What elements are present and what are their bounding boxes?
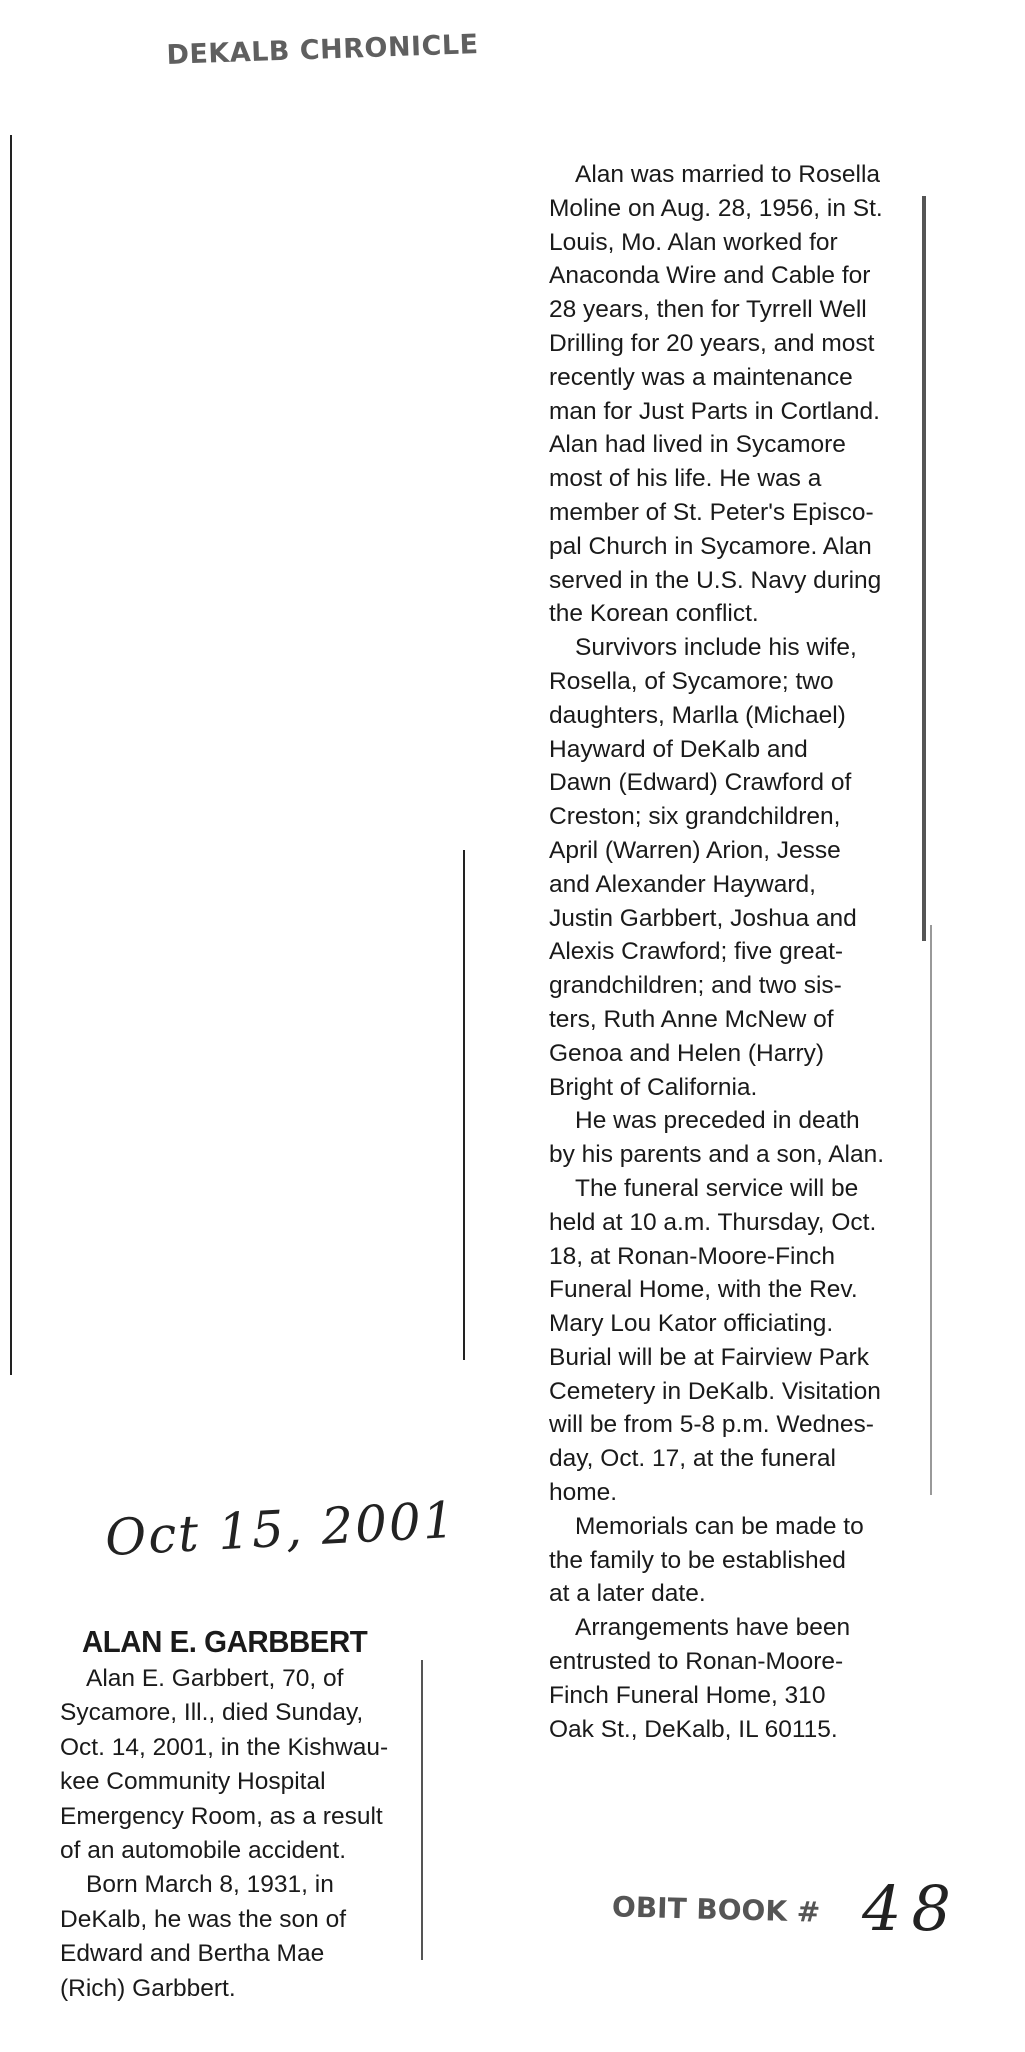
- text-line: by his parents and a son, Alan.: [549, 1141, 885, 1169]
- masthead-stamp: DEKALB CHRONICLE: [166, 29, 480, 71]
- text-line: The funeral service will be: [575, 1174, 859, 1202]
- text-line: member of St. Peter's Episco-: [549, 498, 874, 526]
- column-rule-upper: [463, 850, 465, 1360]
- text-line: Alexis Crawford; five great-: [549, 938, 844, 966]
- text-line: Mary Lou Kator officiating.: [549, 1310, 834, 1338]
- text-line: man for Just Parts in Cortland.: [549, 397, 880, 425]
- text-line: (Rich) Garbbert.: [60, 1974, 236, 2002]
- text-line: Oct. 14, 2001, in the Kishwau-: [60, 1733, 389, 1761]
- text-line: Alan was married to Rosella: [575, 161, 881, 188]
- text-line: pal Church in Sycamore. Alan: [549, 532, 872, 560]
- text-line: 28 years, then for Tyrrell Well: [549, 296, 867, 324]
- text-line: the Korean conflict.: [549, 600, 759, 628]
- obituary-left-column: [60, 1662, 388, 2006]
- column-rule-lower: [421, 1660, 423, 1960]
- text-line: day, Oct. 17, at the funeral: [549, 1445, 836, 1473]
- text-line: Dawn (Edward) Crawford of: [549, 769, 852, 797]
- text-line: kee Community Hospital: [60, 1768, 326, 1796]
- text-line: Louis, Mo. Alan worked for: [549, 228, 838, 256]
- text-line: ters, Ruth Anne McNew of: [549, 1005, 834, 1033]
- text-line: Bright of California.: [549, 1073, 758, 1101]
- obituary-right-column: [549, 158, 884, 1746]
- text-line: Hayward of DeKalb and: [549, 735, 808, 763]
- text-line: Funeral Home, with the Rev.: [549, 1276, 858, 1304]
- text-line: 18, at Ronan-Moore-Finch: [549, 1242, 835, 1270]
- text-line: Moline on Aug. 28, 1956, in St.: [549, 194, 883, 222]
- text-line: Edward and Bertha Mae: [60, 1940, 325, 1968]
- text-line: served in the U.S. Navy during: [549, 566, 882, 594]
- text-line: Alan E. Garbbert, 70, of: [86, 1665, 344, 1692]
- text-line: April (Warren) Arion, Jesse: [549, 836, 841, 864]
- text-line: Rosella, of Sycamore; two: [549, 667, 834, 695]
- text-line: most of his life. He was a: [549, 465, 822, 493]
- text-line: Finch Funeral Home, 310: [549, 1681, 826, 1709]
- text-line: grandchildren; and two sis-: [549, 972, 842, 1000]
- text-line: Genoa and Helen (Harry): [549, 1039, 825, 1067]
- text-line: entrusted to Ronan-Moore-: [549, 1648, 844, 1676]
- text-line: Born March 8, 1931, in: [86, 1871, 334, 1899]
- text-line: will be from 5-8 p.m. Wednes-: [549, 1411, 874, 1439]
- text-line: and Alexander Hayward,: [549, 870, 816, 898]
- text-line: Alan had lived in Sycamore: [549, 431, 846, 459]
- text-line: recently was a maintenance: [549, 363, 853, 391]
- text-line: Oak St., DeKalb, IL 60115.: [549, 1715, 838, 1743]
- obituary-heading: ALAN E. GARBBERT: [82, 1624, 368, 1659]
- text-line: Sycamore, Ill., died Sunday,: [60, 1699, 364, 1727]
- clipping-edge-left: [10, 135, 12, 1375]
- text-line: the family to be established: [549, 1546, 846, 1574]
- text-line: of an automobile accident.: [60, 1836, 347, 1864]
- text-line: held at 10 a.m. Thursday, Oct.: [549, 1208, 877, 1236]
- obit-book-number: 48: [862, 1872, 961, 1945]
- obit-book-label: OBIT BOOK #: [611, 1890, 821, 1929]
- text-line: Emergency Room, as a result: [60, 1802, 383, 1830]
- text-line: Memorials can be made to: [575, 1512, 864, 1540]
- text-line: Survivors include his wife,: [575, 634, 857, 662]
- text-line: daughters, Marlla (Michael): [549, 701, 846, 729]
- text-line: Arrangements have been: [575, 1614, 851, 1642]
- text-line: home.: [549, 1479, 618, 1507]
- text-line: DeKalb, he was the son of: [60, 1905, 347, 1933]
- text-line: He was preceded in death: [575, 1107, 860, 1135]
- text-line: at a later date.: [549, 1580, 706, 1608]
- handwritten-date: Oct 15, 2001: [103, 1490, 458, 1568]
- text-line: Cemetery in DeKalb. Visitation: [549, 1377, 881, 1405]
- text-line: Drilling for 20 years, and most: [549, 329, 875, 357]
- text-line: Creston; six grandchildren,: [549, 803, 841, 831]
- clipping-edge-right-upper: [922, 196, 926, 941]
- text-line: Anaconda Wire and Cable for: [549, 262, 871, 290]
- text-line: Justin Garbbert, Joshua and: [549, 904, 857, 932]
- text-line: Burial will be at Fairview Park: [549, 1343, 869, 1371]
- clipping-edge-right-lower: [930, 925, 932, 1495]
